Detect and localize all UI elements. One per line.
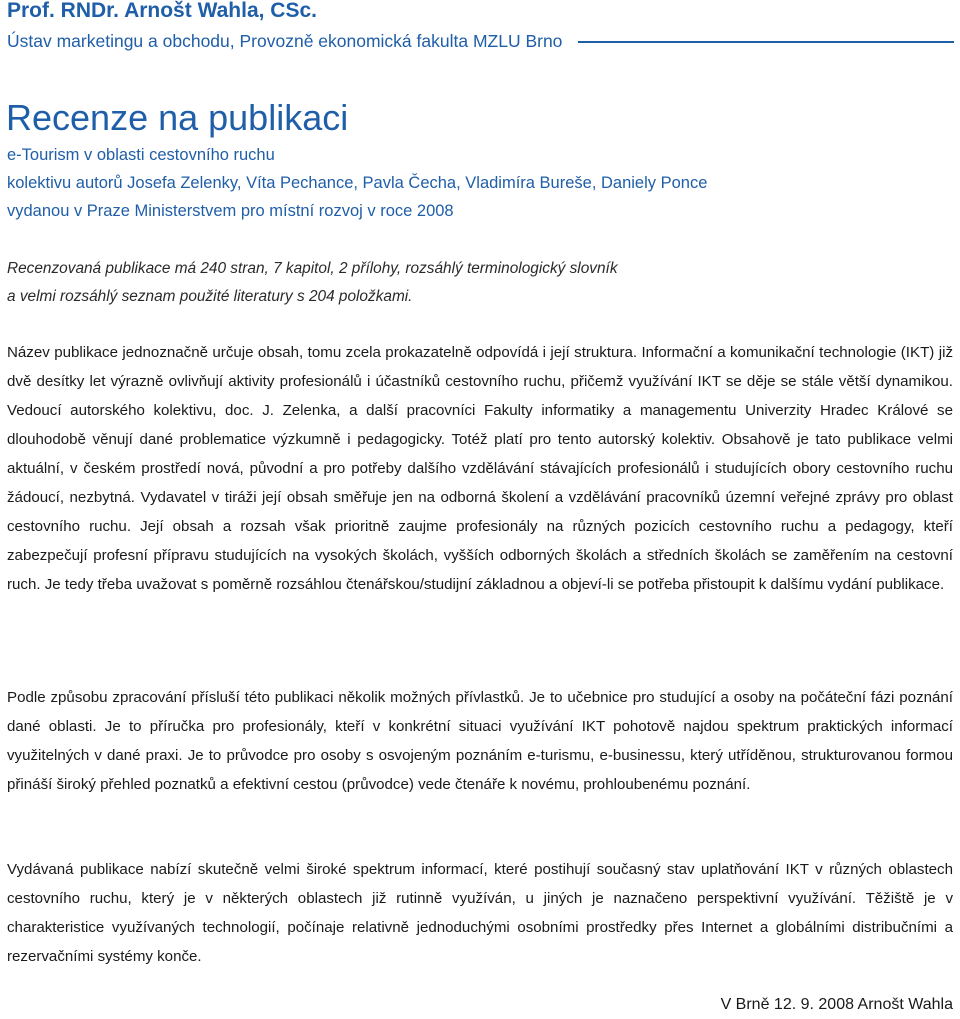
intro-line-1: Recenzovaná publikace má 240 stran, 7 kapitol, 2 přílohy, rozsáhlý terminologický slovník xyxy=(7,260,618,277)
header-rule xyxy=(578,41,954,43)
paragraph-3: Vydávaná publikace nabízí skutečně velmi široké spektrum informací, které postihují současný stav uplatňování IKT v různých oblastech cestovního ruchu, který je v některých oblastech již rutinně využíván, u jiných je naznačeno perspektivní využívání. Těžiště je v charakteristice využívaných technologií, počínaje relativně jednoduchými osobními prostředky přes Internet a globálními distribučními a rezervačními systémy konče. xyxy=(7,861,953,965)
publication-title: e-Tourism v oblasti cestovního ruchu xyxy=(7,146,275,164)
paragraph-1: Název publikace jednoznačně určuje obsah, tomu zcela prokazatelně odpovídá i její struktura. Informační a komunikační technologie (IKT) již dvě desítky let výrazně ovlivňují aktivity profesionálů i účastníků cestovního ruchu, přičemž využívání IKT se děje se stále větší dynamikou. Vedoucí autorského kolektivu, doc. J. Zelenka, a další pracovníci Fakulty informatiky a managementu Univerzity Hradec Králové se dlouhodobě věnují dané problematice výzkumně i pedagogicky. Totéž platí pro tento autorský kolektiv. Obsahově je tato publikace velmi aktuální, v českém prostředí nová, původní a pro potřeby dalšího vzdělávání stávajících profesionálů i studujících obory cestovního ruchu žádoucí, nezbytná. Vydavatel v tiráži její obsah směřuje jen na odborná školení a vzdělávání pracovníků územní veřejné zprávy pro oblast cestovního ruchu. Její obsah a rozsah však prioritně zaujme profesionály na různých pozicích cestovního ruchu a pedagogy, kteří zabezpečují profesní přípravu studujících na vysokých školách, vyšších odborných školách a středních školách se zaměřením na cestovní ruch. Je tedy třeba uvažovat s poměrně rozsáhlou čtenářskou/studijní základnou a objeví-li se potřeba přistoupit k dalšímu vydání publikace. xyxy=(7,344,953,593)
intro-line-2: a velmi rozsáhlý seznam použité literatury s 204 položkami. xyxy=(7,288,413,305)
publication-publisher: vydanou v Praze Ministerstvem pro místní rozvoj v roce 2008 xyxy=(7,202,454,220)
signature: V Brně 12. 9. 2008 Arnošt Wahla xyxy=(720,996,953,1013)
publication-authors: kolektivu autorů Josefa Zelenky, Víta Pechance, Pavla Čecha, Vladimíra Bureše, Daniely Ponce xyxy=(7,174,708,192)
affiliation: Ústav marketingu a obchodu, Provozně ekonomická fakulta MZLU Brno xyxy=(7,31,563,51)
author-name: Prof. RNDr. Arnošt Wahla, CSc. xyxy=(7,0,317,22)
paragraph-2: Podle způsobu zpracování přísluší této publikaci několik možných přívlastků. Je to učebnice pro studující a osoby na počáteční fázi poznání dané oblasti. Je to příručka pro profesionály, kteří v konkrétní situaci využívání IKT pohotově najdou spektrum praktických informací využitelných v dané praxi. Je to průvodce pro osoby s osvojeným poznáním e-turismu, e-businessu, který utříděnou, strukturovanou formou přináší široký přehled poznatků a efektivní cestou (průvodce) vede čtenáře k novému, prohloubenému poznání. xyxy=(7,689,953,793)
page-title: Recenze na publikaci xyxy=(6,97,349,138)
